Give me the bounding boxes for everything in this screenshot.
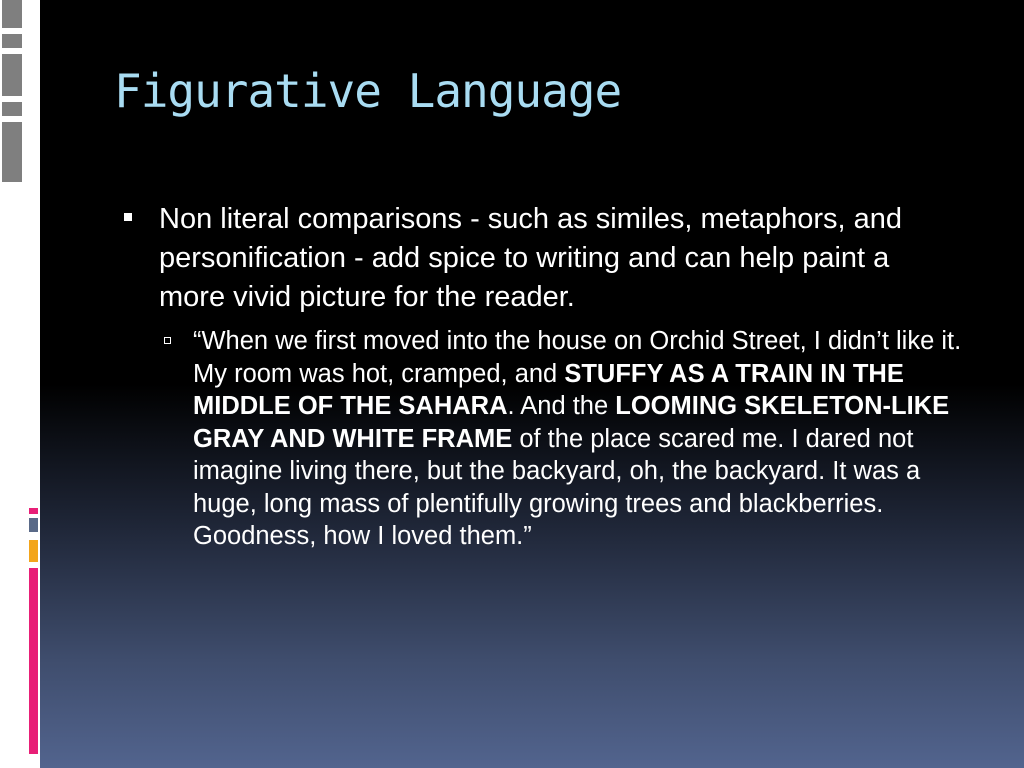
deco-bar [2,102,22,116]
accent-stripe-pink [29,568,38,754]
hollow-square-bullet-icon [164,337,171,344]
slide-body [116,200,966,553]
deco-bar [2,122,22,182]
quote-part-2: . And the [507,392,616,420]
left-margin [0,0,40,768]
bullet-1-text: Non literal comparisons - such as similes, metaphors, and personification - add spice to writing and can help paint a more vivid picture for the reader. [159,203,903,313]
quote-part-3: of the place scared me. I dared not imagine living there, but the backyard, oh, the backyard. It was a huge, long mass of plentifully growing trees and blackberries. Goodness, how I loved them.” [193,424,921,550]
quote-bold-1: STUFFY AS A TRAIN IN THE MIDDLE OF THE SAHARA [193,359,904,420]
deco-bar [2,34,22,48]
bullet-level-1 [116,200,966,317]
bullet-level-2 [164,325,966,553]
deco-bar [2,0,22,28]
deco-bar [2,54,22,96]
accent-stripe-slate [29,518,38,532]
quote-text [193,325,963,553]
quote-part-1: “When we first moved into the house on Orchid Street, I didn’t like it. My room was hot, cramped, and [193,327,962,388]
left-decoration [0,0,24,240]
accent-stripe-orange [29,540,38,562]
slide-title: Figurative Language [114,64,622,118]
accent-stripe-pink-top [29,508,38,514]
quote-bold-2: LOOMING SKELETON-LIKE GRAY AND WHITE FRAME [193,392,950,453]
square-bullet-icon [124,213,132,221]
